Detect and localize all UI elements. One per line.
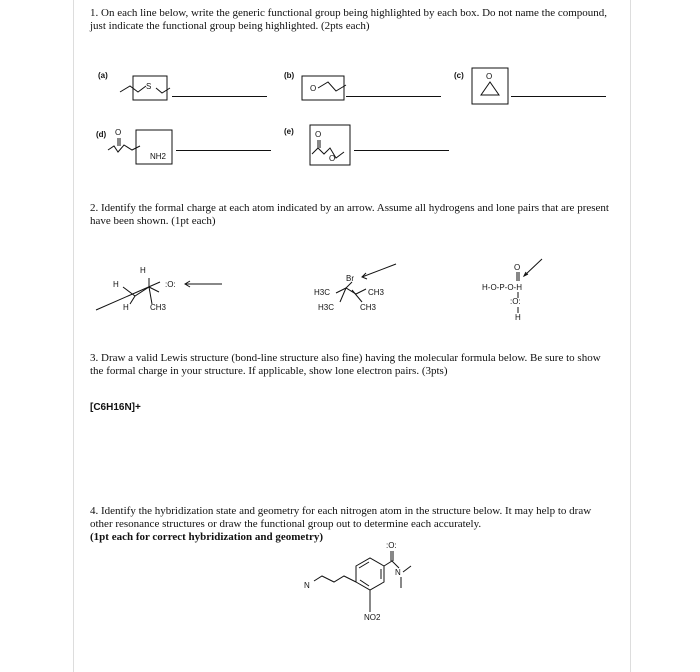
question-4-points: (1pt each for correct hybridization and geometry) bbox=[90, 531, 323, 543]
part-a-label: (a) bbox=[98, 71, 108, 80]
mol3-formula: H-O-P-O-H bbox=[482, 283, 522, 292]
mol1-oxygen: :O: bbox=[165, 280, 176, 289]
atom-nh2: NH2 bbox=[150, 152, 167, 161]
part-d-label: (d) bbox=[96, 130, 107, 139]
q4-oxygen: :O: bbox=[386, 541, 397, 550]
atom-o-c: O bbox=[486, 72, 493, 81]
mol1-ch3: CH3 bbox=[150, 303, 167, 312]
mol2-br: Br bbox=[346, 274, 354, 283]
mol2-ch3-bottom: CH3 bbox=[360, 303, 377, 312]
question-1-text: 1. On each line below, write the generic functional group being highlighted by each box. Do not name the compound, just indicate the functional group being highlighted. (2pts each) bbox=[90, 7, 608, 32]
mol2-ch3-right: CH3 bbox=[368, 288, 385, 297]
mol2-h3c-bottom: H3C bbox=[318, 303, 335, 312]
atom-s: S bbox=[146, 82, 152, 91]
question-3-text: 3. Draw a valid Lewis structure (bond-line structure also fine) having the molecular formula below. Be sure to show the formal charge in your structure. If applicable, show lone electron pairs. (3pts) bbox=[90, 352, 601, 377]
mol1-h-top: H bbox=[140, 266, 146, 275]
question-4-text: 4. Identify the hybridization state and geometry for each nitrogen atom in the structure below. It may help to draw other resonance structures or draw the functional group out to determine each accurately. bbox=[90, 505, 592, 530]
question-2-text: 2. Identify the formal charge at each atom indicated by an arrow. Assume all hydrogens and lone pairs that are present have been shown. (1pt each) bbox=[90, 202, 609, 227]
atom-o-e2: O bbox=[329, 154, 336, 163]
part-e-label: (e) bbox=[284, 127, 294, 136]
molecular-formula: [C6H16N]+ bbox=[90, 402, 141, 413]
mol1-h-left: H bbox=[113, 280, 119, 289]
mol3-o-top: O bbox=[514, 263, 521, 272]
atom-o-b: O bbox=[310, 84, 317, 93]
mol1-h-bottom: H bbox=[123, 303, 129, 312]
amide-link bbox=[384, 561, 399, 568]
part-b-label: (b) bbox=[284, 71, 295, 80]
q4-no2: NO2 bbox=[364, 613, 381, 622]
mol2-h3c-left: H3C bbox=[314, 288, 331, 297]
left-chain bbox=[314, 576, 356, 582]
mol3-h-bottom: H bbox=[515, 313, 521, 322]
q4-n-amide: N bbox=[395, 568, 401, 577]
benzene-ring bbox=[356, 558, 384, 590]
atom-o-d: O bbox=[115, 128, 122, 137]
atom-o-e1: O bbox=[315, 130, 322, 139]
q4-n-left: N bbox=[304, 581, 310, 590]
part-c-label: (c) bbox=[454, 71, 464, 80]
mol3-o-bottom: :O: bbox=[510, 297, 521, 306]
